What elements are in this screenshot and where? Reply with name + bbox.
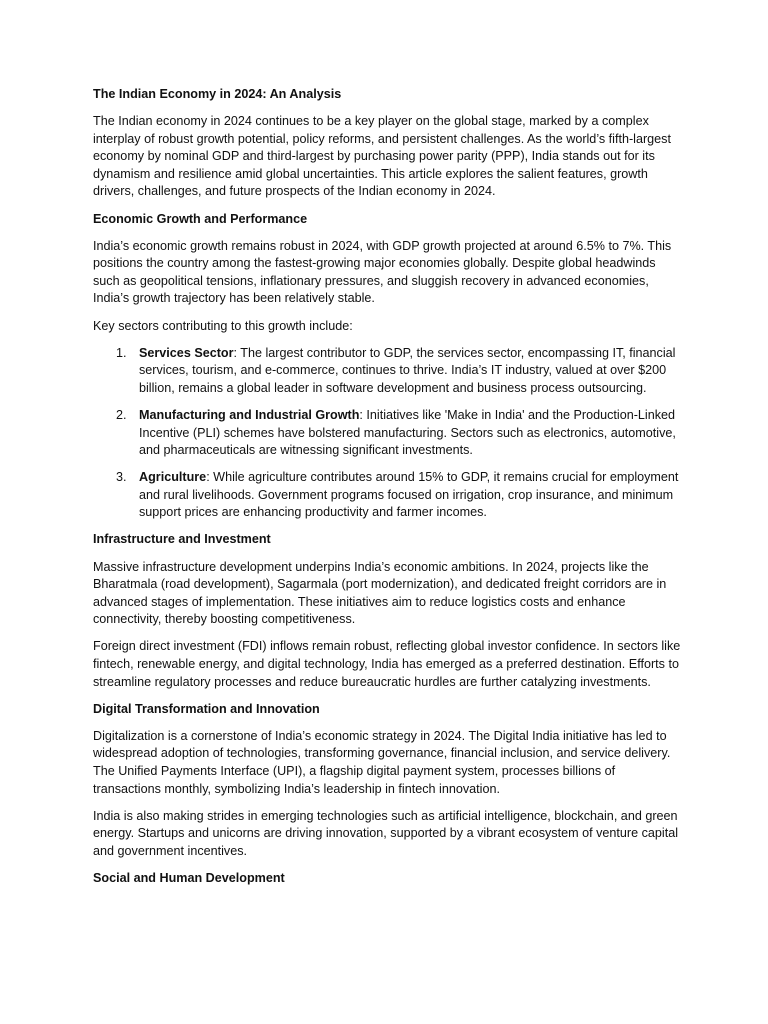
section-heading-digital: Digital Transformation and Innovation — [93, 701, 320, 716]
list-item-text: : Initiatives like 'Make in India' and the Production-Linked Incentive (PLI) schemes have bolstered manufacturing. Sectors such as electronics, automotive, and pharmaceuticals are witnessing significant investments. — [139, 407, 676, 458]
list-item — [93, 469, 683, 522]
list-item-text: : While agriculture contributes around 15% to GDP, it remains crucial for employment and rural livelihoods. Government programs focused on irrigation, crop insurance, and minimum support prices are enhancing productivity and farmer incomes. — [139, 470, 679, 520]
section-heading-growth: Economic Growth and Performance — [93, 211, 308, 226]
document-page — [93, 86, 683, 897]
emerging-tech-paragraph: India is also making strides in emerging technologies such as artificial intelligence, blockchain, and green energy. Startups and unicorns are driving innovation, supported by a vibrant ecosystem of venture capital and government incentives. — [93, 808, 679, 858]
list-item-number: 1. — [116, 345, 127, 360]
section-heading-social: Social and Human Development — [93, 870, 285, 885]
list-item-text: : The largest contributor to GDP, the services sector, encompassing IT, financial services, tourism, and e-commerce, continues to thrive. India’s IT industry, valued at over $200 billion, remains a global leader in software development and business process outsourcing. — [139, 345, 676, 395]
fdi-paragraph: Foreign direct investment (FDI) inflows remain robust, reflecting global investor confidence. In sectors like fintech, renewable energy, and digital technology, India has emerged as a preferred destination. Efforts to streamline regulatory processes and reduce bureaucratic hurdles are further catalyzing investments. — [93, 639, 681, 689]
list-item-number: 3. — [116, 470, 127, 485]
document-title: The Indian Economy in 2024: An Analysis — [93, 87, 342, 101]
digital-paragraph: Digitalization is a cornerstone of India’s economic strategy in 2024. The Digital India initiative has led to widespread adoption of technologies, transforming governance, financial inclusion, and service delivery. The Unified Payments Interface (UPI), a flagship digital payment system, processes billions of transactions monthly, symbolizing India’s leadership in fintech innovation. — [93, 728, 671, 796]
list-item — [93, 345, 683, 398]
list-item-term: Services Sector — [139, 345, 234, 360]
list-item — [93, 407, 683, 460]
intro-paragraph: The Indian economy in 2024 continues to be a key player on the global stage, marked by a complex interplay of robust growth potential, policy reforms, and persistent challenges. As the world’s fifth-largest economy by nominal GDP and third-largest by purchasing power parity (PPP), India stands out for its dynamism and resilience amid global uncertainties. This article explores the salient features, growth drivers, challenges, and future prospects of the Indian economy in 2024. — [93, 114, 671, 199]
infrastructure-paragraph: Massive infrastructure development underpins India’s economic ambitions. In 2024, projects like the Bharatmala (road development), Sagarmala (port modernization), and dedicated freight corridors are in advanced stages of implementation. These initiatives aim to reduce logistics costs and enhance connectivity, thereby boosting competitiveness. — [93, 559, 667, 627]
list-item-term: Manufacturing and Industrial Growth — [139, 407, 360, 422]
list-item-term: Agriculture — [139, 470, 207, 485]
key-sectors-intro: Key sectors contributing to this growth include: — [93, 318, 353, 333]
section-heading-infrastructure: Infrastructure and Investment — [93, 532, 271, 547]
sector-list — [93, 345, 683, 522]
list-item-number: 2. — [116, 407, 127, 422]
growth-paragraph: India’s economic growth remains robust in 2024, with GDP growth projected at around 6.5% to 7%. This positions the country among the fastest-growing major economies globally. Despite global headwinds such as geopolitical tensions, inflationary pressures, and sluggish recovery in advanced economies, India’s growth trajectory has been relatively stable. — [93, 238, 672, 306]
